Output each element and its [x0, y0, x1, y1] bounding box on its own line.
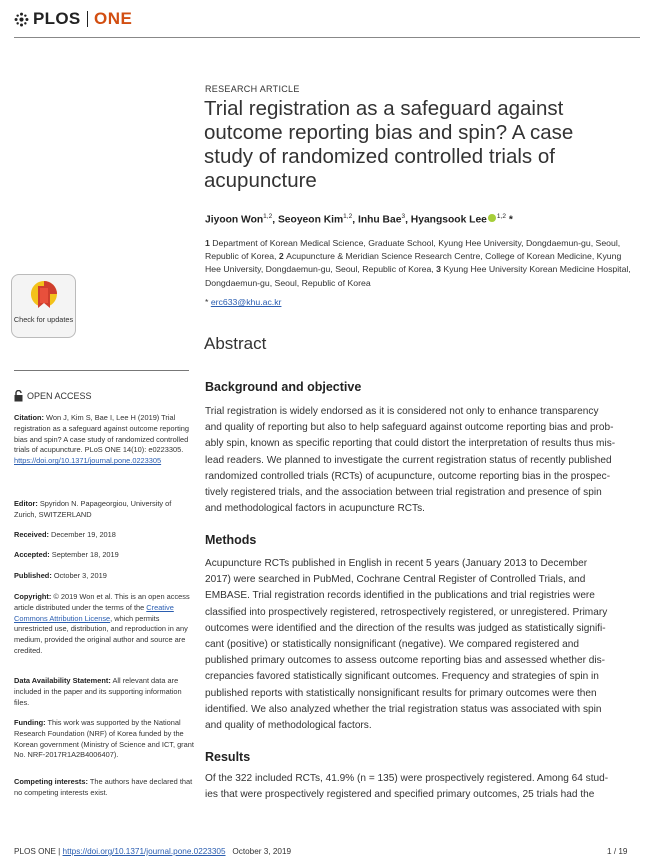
text-line: identified. We also analyzed whether the trial registration status was associated with spin: [205, 703, 602, 715]
text-line: classified into prospectively registered, retrospectively registered, or unregistered. Primary: [205, 606, 608, 618]
competing-interests-block: Competing interests: The authors have declared that no competing interests exist.: [14, 777, 193, 797]
text-line: ies that were prospectively registered and specified primary outcomes, 25 trials had the: [205, 789, 595, 801]
orcid-icon[interactable]: [488, 214, 496, 222]
abstract-heading: Abstract: [204, 334, 267, 353]
logo-text-one: ONE: [94, 9, 133, 28]
affiliation-number: 1: [205, 238, 210, 248]
footer-date: October 3, 2019: [232, 847, 292, 856]
plos-one-logo: [14, 9, 132, 29]
author-list: Jiyoon Won$^{1,2}$, Seoyeon Kim$^{1,2}$, Inhu Bae$^3$, Hyangsook Lee $^{1,2}$ *: [205, 213, 513, 226]
affiliation-text: Kyung Hee University Korean Medicine Hospital, Dongdaemun-gu, Seoul, Republic of Korea: [205, 264, 631, 288]
accepted-date: Accepted: September 18, 2019: [14, 550, 119, 559]
header-rule: [14, 37, 640, 38]
author-affil-sup: 1,2: [343, 213, 353, 220]
text-line: and methodological factors in acupuncture RCTs.: [205, 503, 425, 515]
methods-paragraph: [205, 556, 637, 734]
affiliation-number: 2: [278, 251, 284, 262]
open-lock-icon: [14, 390, 23, 402]
check-for-updates-badge[interactable]: [11, 274, 76, 338]
affiliation-number: 3: [436, 264, 441, 275]
text-line: tively registered trials, and the association between trial registration and presence of spin: [205, 487, 602, 499]
article-type-label: RESEARCH ARTICLE: [205, 84, 300, 94]
citation-doi-link[interactable]: https://doi.org/10.1371/journal.pone.0223305: [14, 456, 162, 466]
text-line: cant (positive) or statistically nonsignificant (negative). We compared registered and: [205, 639, 580, 651]
article-title: Trial registration as a safeguard against outcome reporting bias and spin? A case study of randomized controlled trials of acupuncture: [204, 97, 574, 192]
sidebar-rule: [14, 370, 189, 371]
text-line: EMBASE. Trial registration records identified in the publications and trial registries were: [205, 590, 595, 602]
author-name[interactable]: Jiyoon Won: [205, 214, 264, 226]
background-heading: Background and objective: [205, 380, 362, 394]
page-footer: [14, 847, 291, 856]
license-link[interactable]: Creative Commons Attribution License: [14, 602, 174, 623]
text-line: published reports with statistically nonsignificant results for primary outcomes were then: [205, 687, 597, 699]
logo-text-plos: PLOS: [33, 9, 81, 28]
text-line: and quality of methodological factors.: [205, 720, 372, 732]
footer-journal: PLOS ONE |: [14, 847, 63, 856]
open-access-label: OPEN ACCESS: [14, 390, 92, 402]
email-link[interactable]: erc633@khu.ac.kr: [210, 297, 282, 307]
affiliation-text: Acupuncture & Meridian Science Research Centre, College of Korean Medicine, Kyung Hee University, Dongdaemun-gu, Seoul, Republic of Korea,: [205, 251, 622, 275]
funding-block: Funding: This work was supported by the National Research Foundation (NRF) of Korea funded by the Korean government (Ministry of Science and ICT, grant No. NRF-2017R1A2B4006407).: [14, 718, 194, 760]
text-line: published primary outcomes to assess outcome reporting bias and assessed whether dis-: [205, 655, 606, 667]
author-affil-sup: 3: [401, 213, 406, 220]
corresponding-marker: *: [505, 214, 513, 226]
data-availability-block: Data Availability Statement: All relevant data are included in the paper and its supporting information files.: [14, 676, 182, 707]
citation-block: Citation: Won J, Kim S, Bae I, Lee H (2019) Trial registration as a safeguard against outcome reporting bias and spin? A case study of randomized controlled trials of acupuncture. PLoS ONE 14(10): e0223305. https://doi.org/10.1371/journal.pone.0223305: [14, 413, 190, 466]
text-line: Trial registration is widely endorsed as it is considered not only to enhance transparency: [205, 406, 599, 417]
corresponding-email: * erc633@khu.ac.kr: [205, 297, 282, 307]
text-line: and quality of reporting but also to help safeguard against outcome reporting bias and prob-: [205, 422, 614, 434]
text-line: crepancies favored statistically significant outcomes. Frequency and strategies of spin in: [205, 671, 599, 683]
editor-block: Editor: Spyridon N. Papageorgiou, University of Zurich, SWITZERLAND: [14, 499, 172, 519]
copyright-block: Copyright: © 2019 Won et al. This is an open access article distributed under the terms of the Creative Commons Attribution License, which permits unrestricted use, distribution, and reproduction in any medium, provided the original author and source are credited.: [14, 592, 190, 655]
text-line: randomized controlled trials (RCTs) of acupuncture, outcome reporting bias in the prospec-: [205, 470, 611, 482]
text-line: ably spin, known as specific reporting that could distort the interpretation of results thus mis-: [205, 438, 616, 450]
logo-divider: [87, 11, 89, 27]
methods-heading: Methods: [205, 533, 257, 547]
received-date: Received: December 19, 2018: [14, 530, 116, 539]
author-name[interactable]: Hyangsook Lee: [410, 214, 487, 226]
published-date: Published: October 3, 2019: [14, 571, 107, 580]
affiliation-text: Department of Korean Medical Science, Graduate School, Kyung Hee University, Dongdaemun-gu, Seoul, Republic of Korea,: [205, 238, 621, 262]
text-line: Acupuncture RCTs published in English in recent 5 years (January 2013 to December: [205, 558, 588, 569]
text-line: lead readers. We planned to investigate the current registration status of recently published: [205, 454, 612, 466]
check-for-updates-label: Check for updates: [13, 315, 74, 324]
text-line: Of the 322 included RCTs, 41.9% (n = 135) were prospectively registered. Among 64 stud-: [205, 773, 609, 784]
results-heading: Results: [205, 750, 251, 764]
bookmark-ribbon-icon: [29, 279, 59, 313]
author-name[interactable]: Inhu Bae: [357, 214, 402, 226]
affiliations: [205, 237, 635, 290]
footer-doi-link[interactable]: https://doi.org/10.1371/journal.pone.0223305: [62, 847, 226, 856]
author-affil-sup: 1,2: [263, 213, 273, 220]
results-paragraph: [205, 771, 637, 803]
author-affil-sup: 1,2: [496, 213, 506, 220]
plos-logo-icon: [14, 12, 29, 27]
text-line: outcomes were identified and the direction of the results was judged as statistically signifi-: [205, 622, 606, 634]
page-number: 1 / 19: [607, 847, 628, 856]
author-name[interactable]: Seoyeon Kim: [277, 214, 344, 226]
background-paragraph: [205, 404, 637, 517]
text-line: 2017) were searched in PubMed, Cochrane Central Register of Controlled Trials, and: [205, 574, 586, 586]
